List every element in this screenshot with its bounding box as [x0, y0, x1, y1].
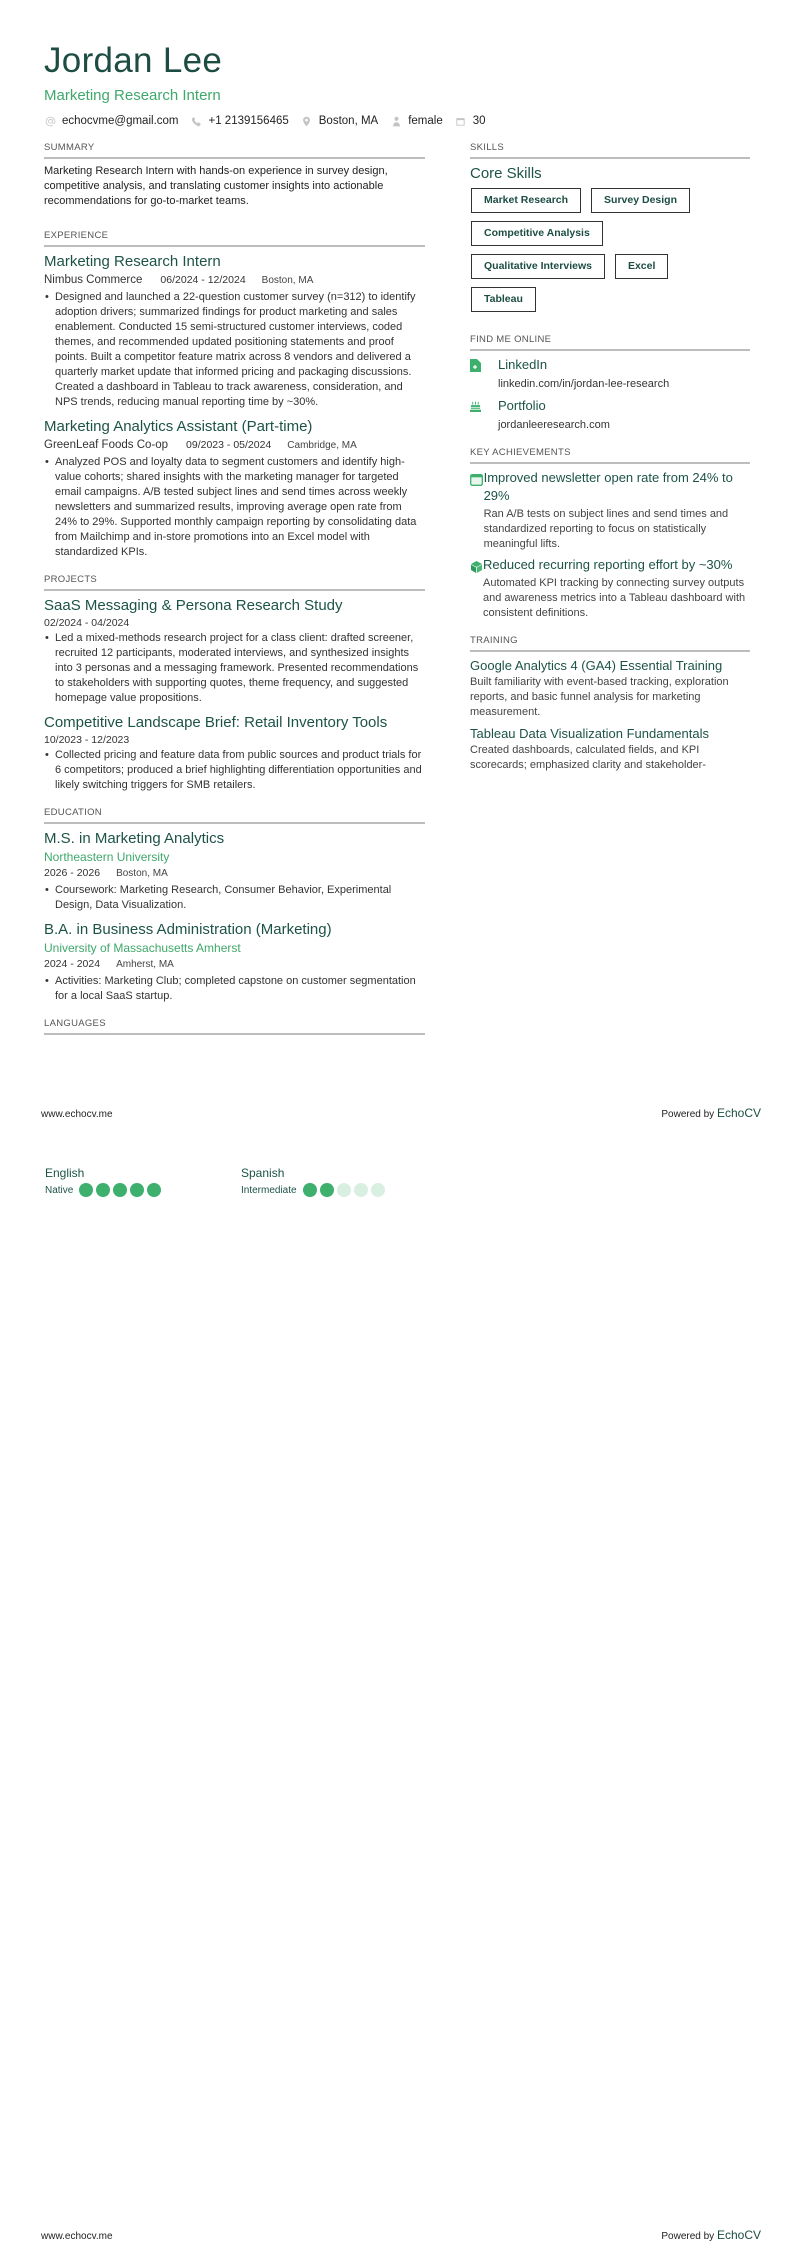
online-heading: FIND ME ONLINE [470, 334, 750, 351]
skills-heading: SKILLS [470, 142, 750, 159]
contact-age [455, 115, 486, 127]
summary-text: Marketing Research Intern with hands-on experience in survey design, competitive analysis, and translating customer insights into actionable recommendations for go-to-market teams. [44, 165, 388, 207]
languages-heading: LANGUAGES [44, 1018, 425, 1035]
training-heading: TRAINING [470, 635, 750, 652]
job-location: Cambridge, MA [287, 440, 357, 451]
location-pin-icon [301, 115, 313, 127]
rating-dot-empty [354, 1183, 368, 1197]
education-bullet: • Coursework: Marketing Research, Consumer Behavior, Experimental Design, Data Visualization. [44, 883, 425, 913]
skills-group-title: Core Skills [470, 165, 542, 182]
rating-dot-filled [130, 1183, 144, 1197]
online-title: Portfolio [498, 398, 546, 413]
skill-tag: Competitive Analysis [471, 221, 603, 246]
school-name: University of Massachusetts Amherst [44, 941, 241, 955]
training-desc: Built familiarity with event-based tracking, exploration reports, and basic funnel analysis for marketing measurement. [470, 676, 729, 718]
language-name: Spanish [241, 1166, 285, 1180]
online-section [470, 334, 750, 433]
footer-site[interactable]: www.echocv.me [41, 1109, 113, 1120]
rating-dot-filled [320, 1183, 334, 1197]
education-bullet: • Activities: Marketing Club; completed capstone on customer segmentation for a local SaaS startup. [44, 974, 425, 1004]
training-section [470, 635, 750, 773]
language-rating [45, 1183, 241, 1197]
project-bullet: • Led a mixed-methods research project for a class client: drafted screener, recruited 12 participants, moderated interviews, and synthesized insights into 3 personas and a messaging framework. Presented recommendations to stakeholders with supporting quotes, theme frequency, and suggested homepage value propositions. [44, 631, 425, 706]
contact-email[interactable] [44, 115, 179, 127]
language-level: Intermediate [241, 1184, 297, 1196]
projects-heading: PROJECTS [44, 574, 425, 591]
education-dates: 2024 - 2024 [44, 958, 101, 970]
online-title: LinkedIn [498, 357, 548, 372]
education-heading: EDUCATION [44, 807, 425, 824]
online-link-linkedin[interactable] [470, 356, 750, 392]
page-footer [41, 1106, 761, 1120]
education-meta [44, 865, 425, 882]
candidate-title: Marketing Research Intern [44, 87, 221, 104]
job-bullets [44, 290, 425, 410]
education-location: Amherst, MA [116, 959, 174, 970]
experience-entry [44, 417, 425, 560]
at-icon [44, 115, 56, 127]
job-bullet: • Analyzed POS and loyalty data to segment customers and identify high-value cohorts; shared insights with the marketing manager for targeted email campaigns. A/B tested subject lines and send times across weekly newsletters and summarized results, improving average open rate from 24% to 29%. Supported monthly campaign reporting by consolidating data from Mailchimp and in-store promotions into an Excel model with standardized KPIs. [44, 455, 425, 560]
skill-tag: Survey Design [591, 188, 690, 213]
project-title: Competitive Landscape Brief: Retail Inventory Tools [44, 714, 388, 731]
job-bullet: • Designed and launched a 22-question customer survey (n=312) to identify adoption drivers; summarized findings for product marketing and sales enablement. Conducted 15 semi-structured customer interviews, coded themes, and recommended updated positioning statements and proof points. Built a competitor feature matrix across 8 vendors and delivered a quarterly market update that informed pricing and packaging discussions. Created a dashboard in Tableau to track awareness, consideration, and NPS trends, reducing manual reporting time by ~30%. [44, 290, 425, 410]
powered-by-label: Powered by [661, 1109, 715, 1120]
language-level: Native [45, 1184, 74, 1196]
experience-heading: EXPERIENCE [44, 230, 425, 247]
skill-tag: Tableau [471, 287, 536, 312]
achievement-desc: Ran A/B tests on subject lines and send times and standardized reporting to focus on statistically meaningful lifts. [483, 508, 729, 550]
summary-section [44, 142, 425, 209]
job-bullets [44, 455, 425, 560]
job-title: Marketing Research Intern [44, 253, 221, 270]
rating-dot-filled [147, 1183, 161, 1197]
language-item [241, 1165, 437, 1197]
job-meta [44, 272, 425, 289]
education-bullets [44, 883, 425, 913]
achievements-heading: KEY ACHIEVEMENTS [470, 447, 750, 464]
skill-tag: Excel [615, 254, 668, 279]
contact-gender-text: female [408, 115, 443, 127]
project-dates: 02/2024 - 04/2024 [44, 617, 130, 629]
education-dates: 2026 - 2026 [44, 867, 101, 879]
phone-icon [191, 115, 203, 127]
cube-icon [470, 556, 483, 621]
cake-icon [470, 397, 498, 433]
online-url[interactable]: jordanleeresearch.com [498, 419, 610, 431]
achievement-title: Improved newsletter open rate from 24% to 29% [483, 470, 733, 503]
rating-dot-empty [337, 1183, 351, 1197]
project-entry [44, 713, 425, 793]
page-footer [41, 2228, 761, 2242]
contact-phone-text: +1 2139156465 [208, 115, 289, 127]
contact-gender [390, 115, 443, 127]
degree-title: B.A. in Business Administration (Marketing) [44, 921, 332, 938]
rating-dot-empty [371, 1183, 385, 1197]
experience-section [44, 230, 425, 560]
online-url[interactable]: linkedin.com/in/jordan-lee-research [498, 378, 670, 390]
language-item [45, 1165, 241, 1197]
calendar-icon [470, 469, 484, 552]
left-column [44, 142, 425, 1055]
experience-entry [44, 252, 425, 410]
job-dates: 09/2023 - 05/2024 [186, 439, 272, 451]
rating-dot-filled [79, 1183, 93, 1197]
achievement-title: Reduced recurring reporting effort by ~30% [483, 557, 733, 572]
footer-powered [661, 1106, 761, 1120]
project-bullets [44, 631, 425, 706]
skill-tags [470, 188, 750, 320]
language-rating [241, 1183, 437, 1197]
contact-location-text: Boston, MA [318, 115, 379, 127]
project-bullets [44, 748, 425, 793]
contact-phone[interactable] [191, 115, 289, 127]
education-entry [44, 829, 425, 913]
education-meta [44, 956, 425, 973]
person-icon [390, 115, 402, 127]
document-plus-icon [470, 356, 498, 392]
education-section [44, 807, 425, 1004]
job-meta [44, 437, 425, 454]
rating-dot-filled [113, 1183, 127, 1197]
contact-location [301, 115, 378, 127]
contact-list [44, 115, 764, 127]
job-dates: 06/2024 - 12/2024 [160, 274, 246, 286]
contact-email-text: echocvme@gmail.com [62, 115, 179, 127]
project-dates: 10/2023 - 12/2023 [44, 734, 130, 746]
rating-dot-filled [303, 1183, 317, 1197]
footer-site[interactable]: www.echocv.me [41, 2231, 113, 2242]
job-location: Boston, MA [261, 275, 314, 286]
education-entry [44, 920, 425, 1004]
resume-header [44, 40, 764, 127]
school-name: Northeastern University [44, 850, 170, 864]
skills-section [470, 142, 750, 320]
brand-logo: EchoCV [716, 2228, 761, 2242]
brand-logo: EchoCV [716, 1106, 761, 1120]
job-company: GreenLeaf Foods Co-op [44, 439, 169, 451]
rating-dot-filled [96, 1183, 110, 1197]
achievement-desc: Automated KPI tracking by connecting survey outputs and awareness metrics into a Tableau dashboard with consistent definitions. [483, 577, 746, 619]
right-column [470, 142, 750, 793]
project-title: SaaS Messaging & Persona Research Study [44, 597, 343, 614]
project-entry [44, 596, 425, 706]
projects-section [44, 574, 425, 793]
language-list [45, 1165, 437, 1197]
skill-tag: Qualitative Interviews [471, 254, 605, 279]
achievement-item [470, 556, 750, 621]
calendar-icon [455, 115, 467, 127]
job-title: Marketing Analytics Assistant (Part-time) [44, 418, 313, 435]
education-location: Boston, MA [116, 868, 168, 879]
training-title: Tableau Data Visualization Fundamentals [470, 726, 709, 741]
achievement-item [470, 469, 750, 552]
project-bullet: • Collected pricing and feature data from public sources and product trials for 6 competitors; produced a brief highlighting differentiation opportunities and likely switching triggers for SMB retailers. [44, 748, 425, 793]
training-desc: Created dashboards, calculated fields, and KPI scorecards; emphasized clarity and stakeholder- [470, 744, 707, 771]
skill-tag: Market Research [471, 188, 581, 213]
powered-by-label: Powered by [661, 2231, 715, 2242]
degree-title: M.S. in Marketing Analytics [44, 830, 225, 847]
footer-powered [661, 2228, 761, 2242]
contact-age-text: 30 [472, 115, 486, 127]
candidate-name: Jordan Lee [44, 41, 223, 80]
language-name: English [45, 1166, 85, 1180]
achievements-section [470, 447, 750, 621]
job-company: Nimbus Commerce [44, 274, 143, 286]
online-link-portfolio[interactable] [470, 397, 750, 433]
education-bullets [44, 974, 425, 1004]
training-title: Google Analytics 4 (GA4) Essential Training [470, 658, 723, 673]
summary-heading: SUMMARY [44, 142, 425, 159]
languages-section [44, 1018, 425, 1035]
